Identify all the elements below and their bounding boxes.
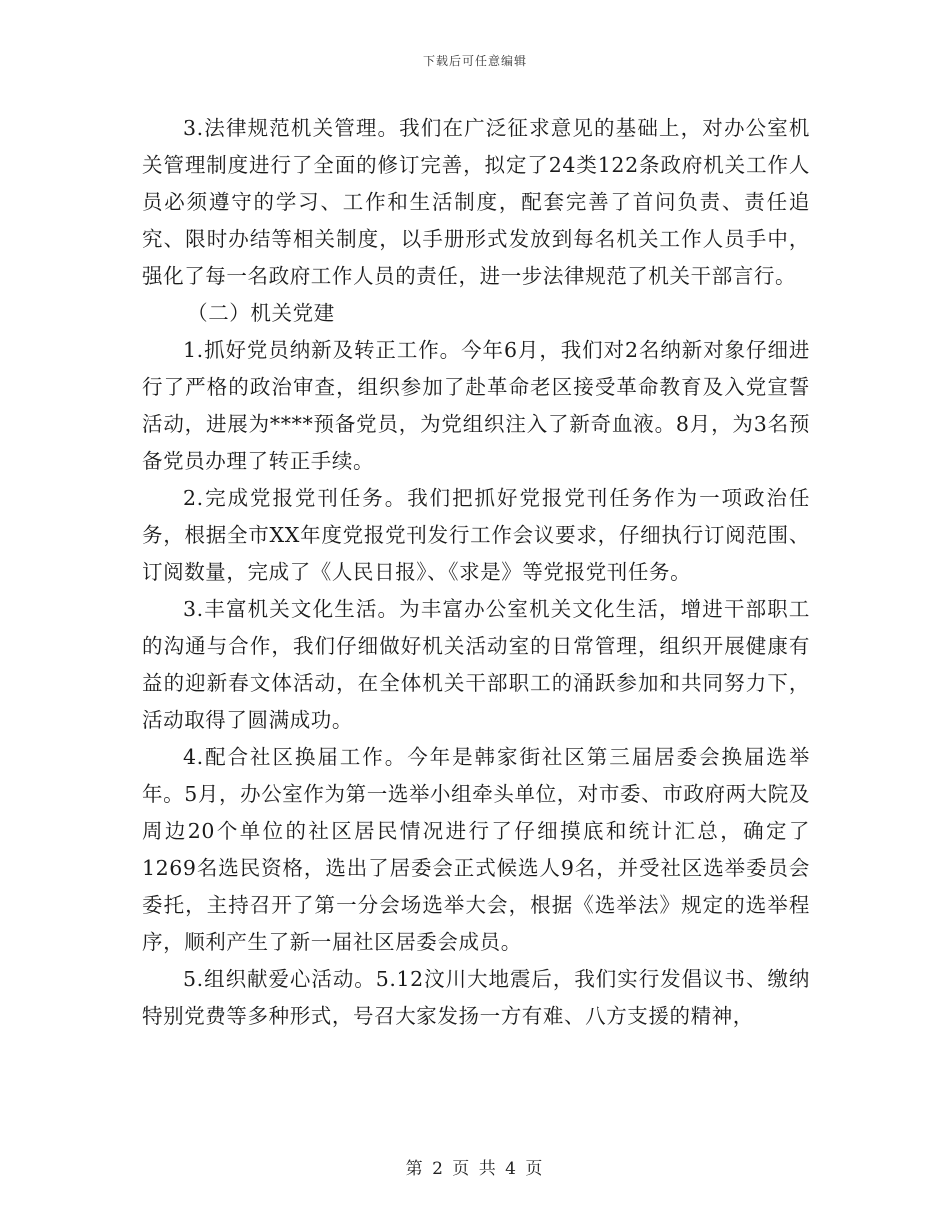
paragraph-cultural-life: 3.丰富机关文化生活。为丰富办公室机关文化生活，增进干部职工的沟通与合作，我们仔细做好机关活动室的日常管理，组织开展健康有益的迎新春文体活动，在全体机关干部职工的涌跃参加和共同努力下，活动取得了圆满成功。 xyxy=(142,597,810,732)
page-number: 第 2 页 共 4 页 xyxy=(405,1159,545,1179)
paragraph-party-newspapers: 2.完成党报党刊任务。我们把抓好党报党刊任务作为一项政治任务，根据全市XX年度党报党刊发行工作会议要求，仔细执行订阅范围、订阅数量，完成了《人民日报》、《求是》等党报党刊任务。 xyxy=(142,486,810,584)
paragraph-party-members: 1.抓好党员纳新及转正工作。今年6月，我们对2名纳新对象仔细进行了严格的政治审查，组织参加了赴革命老区接受革命教育及入党宣誓活动，进展为****预备党员，为党组织注入了新奇血液。8月，为3名预备党员办理了转正手续。 xyxy=(142,338,810,473)
section-heading-party-building: （二）机关党建 xyxy=(187,301,335,325)
page-header-note: 下载后可任意编辑 xyxy=(422,54,527,68)
paragraph-charity-activity: 5.组织献爱心活动。5.12汶川大地震后，我们实行发倡议书、缴纳特别党费等多种形式，号召大家发扬一方有难、八方支援的精神， xyxy=(142,967,810,1028)
paragraph-community-election: 4.配合社区换届工作。今年是韩家街社区第三届居委会换届选举年。5月，办公室作为第一选举小组牵头单位，对市委、市政府两大院及周边20个单位的社区居民情况进行了仔细摸底和统计汇总，确定了1269名选民资格，选出了居委会正式候选人9名，并受社区选举委员会委托，主持召开了第一分会场选举大会，根据《选举法》规定的选举程序，顺利产生了新一届社区居委会成员。 xyxy=(142,745,810,954)
paragraph-law-management: 3.法律规范机关管理。我们在广泛征求意见的基础上，对办公室机关管理制度进行了全面的修订完善，拟定了24类122条政府机关工作人员必须遵守的学习、工作和生活制度，配套完善了首问负责、责任追究、限时办结等相关制度，以手册形式发放到每名机关工作人员手中，强化了每一名政府工作人员的责任，进一步法律规范了机关干部言行。 xyxy=(142,116,810,288)
document-body xyxy=(142,110,810,1035)
